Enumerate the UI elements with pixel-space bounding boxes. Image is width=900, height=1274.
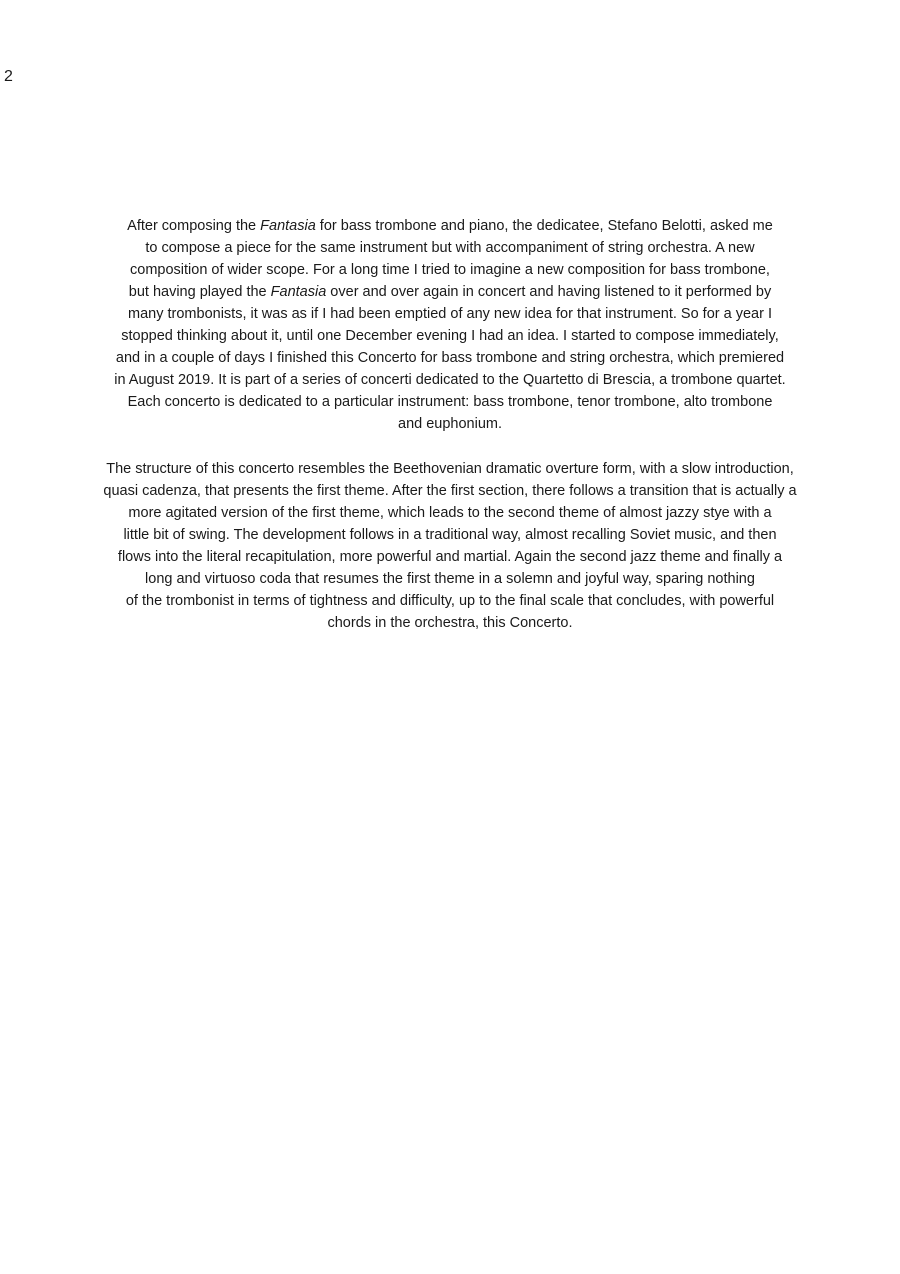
paragraph-line: more agitated version of the first theme, which leads to the second theme of almost jazzy stye with a <box>128 505 772 521</box>
structure-paragraph <box>50 458 850 634</box>
paragraph-line: long and virtuoso coda that resumes the first theme in a solemn and joyful way, sparing nothing <box>145 571 755 587</box>
paragraph-line: chords in the orchestra, this Concerto. <box>327 615 573 631</box>
paragraph-line: and euphonium. <box>398 416 502 432</box>
paragraph-line: to compose a piece for the same instrument but with accompaniment of string orchestra. A new <box>145 240 755 256</box>
paragraph-line: many trombonists, it was as if I had been emptied of any new idea for that instrument. So for a year I <box>128 306 772 322</box>
work-title: Fantasia <box>260 218 316 234</box>
paragraph-line: stopped thinking about it, until one December evening I had an idea. I started to compose immediately, <box>121 328 779 344</box>
paragraph-line: little bit of swing. The development follows in a traditional way, almost recalling Soviet music, and then <box>123 527 777 543</box>
paragraph-line: composition of wider scope. For a long time I tried to imagine a new composition for bass trombone, <box>130 262 770 278</box>
page-number: 2 <box>4 68 13 85</box>
paragraph-line: in August 2019. It is part of a series of concerti dedicated to the Quartetto di Brescia, a trombone quartet. <box>114 372 786 388</box>
paragraph-line: The structure of this concerto resembles the Beethovenian dramatic overture form, with a slow introduction, <box>106 461 794 477</box>
paragraph-line: but having played the Fantasia over and over again in concert and having listened to it performed by <box>128 284 772 300</box>
paragraph-line: flows into the literal recapitulation, more powerful and martial. Again the second jazz theme and finally a <box>117 549 783 565</box>
work-title: Fantasia <box>270 284 327 300</box>
paragraph-line: of the trombonist in terms of tightness and difficulty, up to the final scale that concludes, with powerful <box>125 593 775 609</box>
intro-paragraph <box>50 215 850 435</box>
paragraph-line: Each concerto is dedicated to a particular instrument: bass trombone, tenor trombone, alto trombone <box>127 394 773 410</box>
paragraph-line: After composing the Fantasia for bass trombone and piano, the dedicatee, Stefano Belotti, asked me <box>127 218 773 234</box>
paragraph-line: and in a couple of days I finished this Concerto for bass trombone and string orchestra, which premiered <box>115 350 785 366</box>
paragraph-line: quasi cadenza, that presents the first theme. After the first section, there follows a transition that is actually a <box>103 483 797 499</box>
